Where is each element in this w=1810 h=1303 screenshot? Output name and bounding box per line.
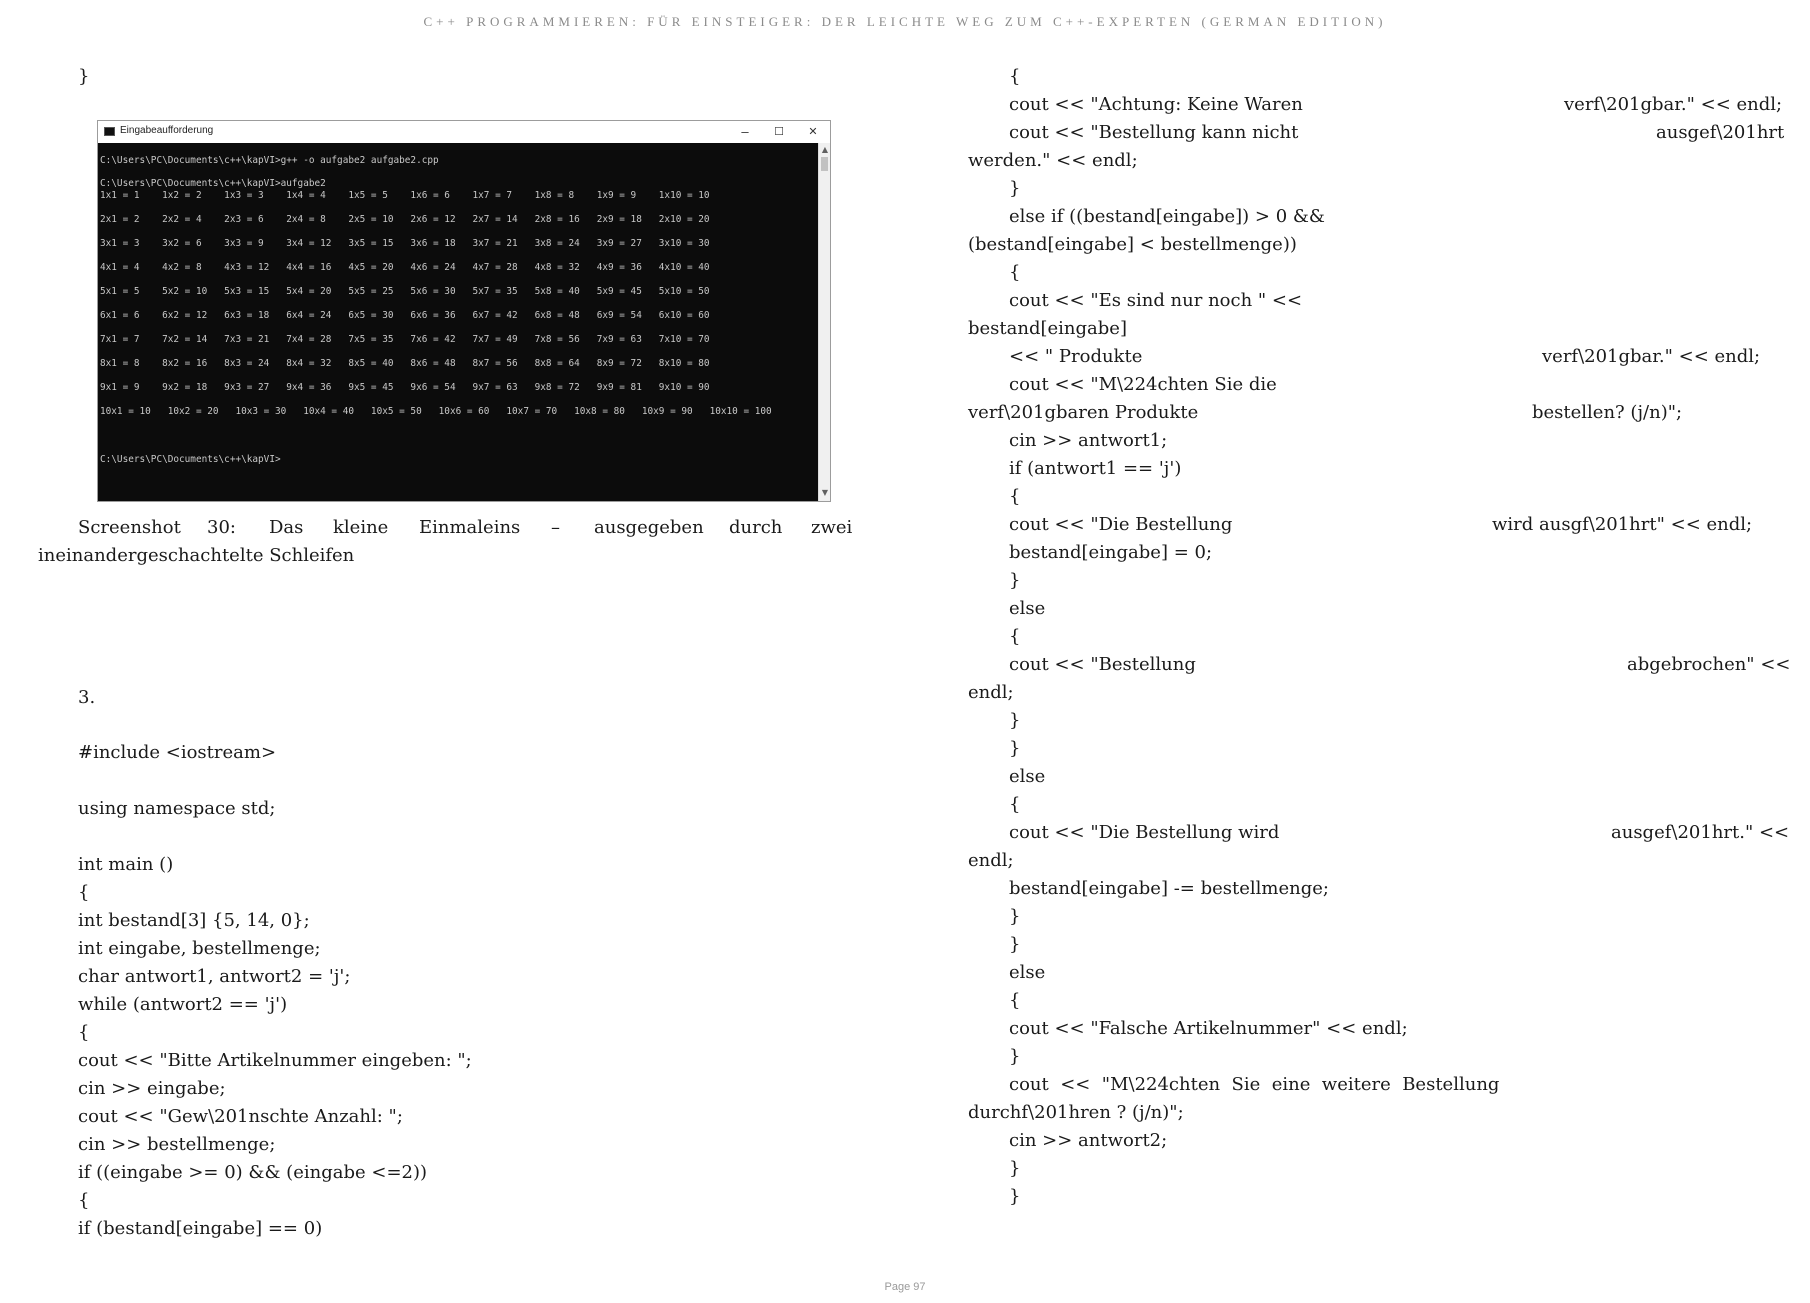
code-line: cin >> eingabe; [78, 1078, 226, 1099]
code-line: cout << "Gew\201nschte Anzahl: "; [78, 1106, 403, 1127]
code-line: { [1009, 262, 1021, 283]
code-line: cout << "Bestellung kann nicht [1009, 122, 1299, 143]
code-line-tail: abgebrochen" << [1627, 654, 1791, 675]
code-line: } [1009, 1158, 1021, 1179]
code-line: int main () [78, 854, 174, 875]
caption-word: ausgegeben [594, 517, 704, 538]
console-row: 10x1 = 10 10x2 = 20 10x3 = 30 10x4 = 40 10x5 = 50 10x6 = 60 10x7 = 70 10x8 = 80 10x9 = 90 10x10 = 100 [100, 406, 772, 417]
code-line: { [78, 1190, 90, 1211]
page-number: Page 97 [884, 1281, 926, 1293]
code-line: endl; [968, 682, 1014, 703]
code-line: cout << "M\224chten Sie die [1009, 374, 1277, 395]
code-line: { [78, 1022, 90, 1043]
console-titlebar [98, 121, 830, 143]
code-line: #include <iostream> [78, 742, 277, 763]
code-line: { [1009, 486, 1021, 507]
code-line: cin >> bestellmenge; [78, 1134, 276, 1155]
console-row: 9x1 = 9 9x2 = 18 9x3 = 27 9x4 = 36 9x5 = 45 9x6 = 54 9x7 = 63 9x8 = 72 9x9 = 81 9x10 = 90 [100, 382, 710, 393]
console-row: 7x1 = 7 7x2 = 14 7x3 = 21 7x4 = 28 7x5 = 35 7x6 = 42 7x7 = 49 7x8 = 56 7x9 = 63 7x10 = 70 [100, 334, 710, 345]
console-command-compile: C:\Users\PC\Documents\c++\kapVI>g++ -o aufgabe2 aufgabe2.cpp [100, 155, 439, 166]
console-title: Eingabeaufforderung [120, 125, 214, 136]
code-line: { [1009, 990, 1021, 1011]
scrollbar-thumb [821, 157, 828, 171]
minimize-icon: – [741, 124, 749, 139]
caption-word: zwei [811, 517, 853, 538]
console-command-run: C:\Users\PC\Documents\c++\kapVI>aufgabe2 [100, 178, 326, 189]
code-line: bestand[eingabe] = 0; [1009, 542, 1213, 563]
code-line-tail: ausgef\201hrt [1656, 122, 1785, 143]
caption-word: Das [269, 517, 304, 538]
code-line: while (antwort2 == 'j') [78, 994, 288, 1015]
console-prompt: C:\Users\PC\Documents\c++\kapVI> [100, 454, 281, 465]
console-row: 4x1 = 4 4x2 = 8 4x3 = 12 4x4 = 16 4x5 = 20 4x6 = 24 4x7 = 28 4x8 = 32 4x9 = 36 4x10 = 40 [100, 262, 710, 273]
code-line-tail: verf\201gbar." << endl; [1542, 346, 1761, 367]
caption-word: Screenshot [78, 517, 181, 538]
code-line: cout << "Die Bestellung [1009, 514, 1233, 535]
code-line: } [1009, 1186, 1021, 1207]
maximize-icon: ☐ [774, 126, 784, 138]
caption-word: 30: [207, 517, 236, 538]
code-line: cin >> antwort1; [1009, 430, 1168, 451]
code-line: endl; [968, 850, 1014, 871]
console-row: 5x1 = 5 5x2 = 10 5x3 = 15 5x4 = 20 5x5 = 25 5x6 = 30 5x7 = 35 5x8 = 40 5x9 = 45 5x10 = 50 [100, 286, 710, 297]
code-line: cout << "Die Bestellung wird [1009, 822, 1280, 843]
code-line: cout << "Achtung: Keine Waren [1009, 94, 1303, 115]
code-line: << " Produkte [1009, 346, 1143, 367]
code-line: bestand[eingabe] [968, 318, 1127, 339]
console-row: 2x1 = 2 2x2 = 4 2x3 = 6 2x4 = 8 2x5 = 10 2x6 = 12 2x7 = 14 2x8 = 16 2x9 = 18 2x10 = 20 [100, 214, 710, 225]
code-line-tail: bestellen? (j/n)"; [1532, 402, 1683, 423]
code-line: if ((eingabe >= 0) && (eingabe <=2)) [78, 1162, 428, 1183]
code-line: cin >> antwort2; [1009, 1130, 1168, 1151]
console-row: 6x1 = 6 6x2 = 12 6x3 = 18 6x4 = 24 6x5 = 30 6x6 = 36 6x7 = 42 6x8 = 48 6x9 = 54 6x10 = 60 [100, 310, 710, 321]
code-line-tail: verf\201gbar." << endl; [1564, 94, 1783, 115]
code-line: { [1009, 66, 1021, 87]
console-app-icon [104, 127, 115, 136]
scroll-down-icon: ▼ [821, 488, 829, 497]
code-line: { [1009, 794, 1021, 815]
code-line: werden." << endl; [968, 150, 1138, 171]
code-line: else if ((bestand[eingabe]) > 0 && [1009, 206, 1325, 227]
code-line: else [1009, 962, 1046, 983]
code-line: cout << "M\224chten Sie eine weitere Bestellung [1009, 1074, 1500, 1095]
console-row: 8x1 = 8 8x2 = 16 8x3 = 24 8x4 = 32 8x5 = 40 8x6 = 48 8x7 = 56 8x8 = 64 8x9 = 72 8x10 = 80 [100, 358, 710, 369]
section-number: 3. [78, 687, 96, 708]
code-line: } [1009, 934, 1021, 955]
code-line: cout << "Bestellung [1009, 654, 1196, 675]
code-line: cout << "Bitte Artikelnummer eingeben: "; [78, 1050, 472, 1071]
code-line: int eingabe, bestellmenge; [78, 938, 321, 959]
code-line: (bestand[eingabe] < bestellmenge)) [968, 234, 1297, 255]
scroll-up-icon: ▲ [821, 145, 829, 154]
code-line: } [1009, 710, 1021, 731]
console-row: 3x1 = 3 3x2 = 6 3x3 = 9 3x4 = 12 3x5 = 15 3x6 = 18 3x7 = 21 3x8 = 24 3x9 = 27 3x10 = 30 [100, 238, 710, 249]
code-line: if (bestand[eingabe] == 0) [78, 1218, 323, 1239]
code-line: } [1009, 178, 1021, 199]
code-line: char antwort1, antwort2 = 'j'; [78, 966, 351, 987]
code-line-tail: wird ausgf\201hrt" << endl; [1492, 514, 1753, 535]
running-header: C++ PROGRAMMIEREN: FÜR EINSTEIGER: DER LEICHTE WEG ZUM C++-EXPERTEN (GERMAN EDITION) [423, 14, 1387, 29]
caption-word: kleine [333, 517, 389, 538]
caption-line-2: ineinandergeschachtelte Schleifen [38, 545, 355, 566]
code-line: else [1009, 598, 1046, 619]
code-line: { [78, 882, 90, 903]
console-scrollbar [818, 143, 830, 501]
close-icon: ✕ [808, 126, 818, 138]
code-line: else [1009, 766, 1046, 787]
code-line: if (antwort1 == 'j') [1009, 458, 1182, 479]
code-line: durchf\201hren ? (j/n)"; [968, 1102, 1184, 1123]
code-line: using namespace std; [78, 798, 276, 819]
code-line: } [1009, 1046, 1021, 1067]
caption-word: Einmaleins [419, 517, 521, 538]
code-line: { [1009, 626, 1021, 647]
code-line: } [1009, 738, 1021, 759]
console-window-screenshot [97, 120, 831, 502]
console-output [98, 143, 818, 501]
code-line: } [1009, 906, 1021, 927]
code-line: bestand[eingabe] -= bestellmenge; [1009, 878, 1329, 899]
code-line: int bestand[3] {5, 14, 0}; [78, 910, 310, 931]
code-line: cout << "Es sind nur noch " << [1009, 290, 1303, 311]
console-row: 1x1 = 1 1x2 = 2 1x3 = 3 1x4 = 4 1x5 = 5 1x6 = 6 1x7 = 7 1x8 = 8 1x9 = 9 1x10 = 10 [100, 190, 710, 201]
caption-word: – [551, 517, 560, 538]
code-line: cout << "Falsche Artikelnummer" << endl; [1009, 1018, 1408, 1039]
code-line-tail: ausgef\201hrt." << [1611, 822, 1790, 843]
code-line: verf\201gbaren Produkte [968, 402, 1199, 423]
code-line: } [1009, 570, 1021, 591]
closing-brace: } [78, 66, 90, 87]
caption-word: durch [729, 517, 783, 538]
